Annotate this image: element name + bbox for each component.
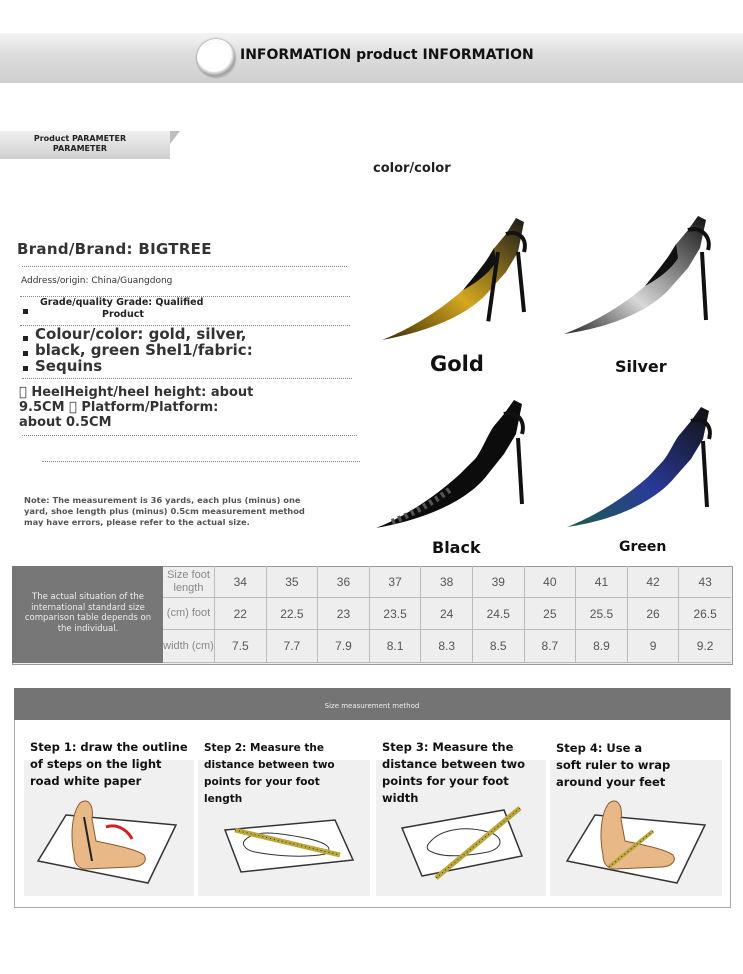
width-cell: 8.7	[525, 630, 577, 663]
row-header-size: Size foot length	[163, 566, 215, 598]
size-column	[628, 566, 680, 663]
size-column	[318, 566, 370, 663]
shoe-image-black	[372, 398, 537, 533]
width-cell: 9.2	[679, 630, 731, 663]
color-label-black: Black	[432, 538, 481, 557]
shoe-image-green	[563, 403, 723, 533]
parameter-tab-line2: PARAMETER	[52, 144, 108, 153]
step-2-illustration	[215, 810, 360, 880]
colour-line3: Sequins	[35, 357, 103, 375]
colour-text	[35, 326, 253, 374]
bullet-icon	[23, 351, 28, 356]
parameter-tab-line1: Product PARAMETER	[33, 134, 127, 143]
width-cell: 8.3	[421, 630, 473, 663]
color-label-gold: Gold	[430, 352, 484, 376]
brand-text: Brand/Brand: BIGTREE	[17, 240, 212, 258]
divider	[42, 461, 360, 462]
width-cell: 8.5	[473, 630, 525, 663]
size-column	[267, 566, 319, 663]
width-cell: 7.5	[215, 630, 267, 663]
colour-line1: Colour/color: gold, silver,	[35, 325, 247, 343]
length-cell: 23.5	[370, 598, 422, 630]
step-4-illustration	[565, 795, 715, 885]
size-cell: 37	[370, 566, 422, 598]
width-cell: 7.9	[318, 630, 370, 663]
step-1-illustration	[36, 795, 186, 885]
row-header-length: (cm) foot	[163, 598, 215, 630]
size-column	[473, 566, 525, 663]
heel-line2: 9.5CM   Platform/Platform:	[19, 400, 219, 415]
width-cell: 7.7	[267, 630, 319, 663]
size-column	[215, 566, 267, 663]
length-cell: 25	[525, 598, 577, 630]
size-column	[576, 566, 628, 663]
size-table-row-headers	[163, 566, 215, 663]
color-label-silver: Silver	[615, 357, 667, 376]
size-cell: 35	[267, 566, 319, 598]
measurement-heading: Size measurement method	[324, 702, 420, 710]
colour-line2: black, green Shel1/fabric:	[35, 341, 253, 359]
step-3-illustration	[392, 800, 537, 885]
step-2-text: Step 2: Measure the distance between two points for your foot length	[204, 742, 335, 805]
size-table-side-text: The actual situation of the international standard size comparison table depends on the individual.	[24, 592, 152, 634]
divider	[22, 266, 347, 267]
parameter-tab-label	[0, 134, 160, 154]
header-circle-icon	[197, 39, 235, 77]
length-cell: 24.5	[473, 598, 525, 630]
shoe-image-silver	[560, 212, 720, 347]
grade-line2: Product	[102, 309, 144, 320]
heel-line3: about 0.5CM	[19, 415, 112, 430]
width-cell: 8.1	[370, 630, 422, 663]
address-text: Address/origin: China/Guangdong	[21, 276, 173, 286]
bullet-icon	[23, 366, 28, 371]
step-3-text: Step 3: Measure the distance between two points for your foot width	[382, 740, 526, 805]
length-cell: 24	[421, 598, 473, 630]
bullet-icon	[23, 309, 28, 314]
length-cell: 22	[215, 598, 267, 630]
length-cell: 23	[318, 598, 370, 630]
grade-text	[40, 297, 240, 321]
length-cell: 26.5	[679, 598, 731, 630]
color-label-green: Green	[619, 539, 667, 555]
size-cell: 43	[679, 566, 731, 598]
step-4-text: Step 4: Use a soft ruler to wrap around your feet	[556, 741, 671, 789]
heel-text	[19, 385, 253, 430]
size-column	[421, 566, 473, 663]
divider	[22, 435, 357, 436]
note-text: Note: The measurement is 36 yards, each plus (minus) one yard, shoe length plus (minus) 0.5cm measurement method may have errors, please refer to the actual size.	[24, 495, 305, 527]
size-cell: 38	[421, 566, 473, 598]
bullet-icon	[23, 336, 28, 341]
size-cell: 39	[473, 566, 525, 598]
size-table-body	[215, 566, 731, 663]
page-title: INFORMATION product INFORMATION	[240, 47, 534, 63]
size-cell: 36	[318, 566, 370, 598]
size-column	[370, 566, 422, 663]
color-heading: color/color	[373, 161, 451, 176]
grade-line1: Grade/quality Grade: Qualified	[40, 297, 204, 308]
parameter-tab-corner	[170, 131, 180, 144]
width-cell: 8.9	[576, 630, 628, 663]
divider	[22, 378, 352, 379]
shoe-image-gold	[378, 212, 538, 347]
size-column	[679, 566, 731, 663]
step-1-text: Step 1: draw the outline of steps on the light road white paper	[30, 740, 188, 788]
size-cell: 42	[628, 566, 680, 598]
size-column	[525, 566, 577, 663]
length-cell: 22.5	[267, 598, 319, 630]
size-cell: 41	[576, 566, 628, 598]
size-cell: 40	[525, 566, 577, 598]
heel-line1:   HeelHeight/heel height: about	[19, 385, 254, 400]
length-cell: 25.5	[576, 598, 628, 630]
size-cell: 34	[215, 566, 267, 598]
length-cell: 26	[628, 598, 680, 630]
width-cell: 9	[628, 630, 680, 663]
row-header-width: width (cm)	[163, 630, 215, 663]
